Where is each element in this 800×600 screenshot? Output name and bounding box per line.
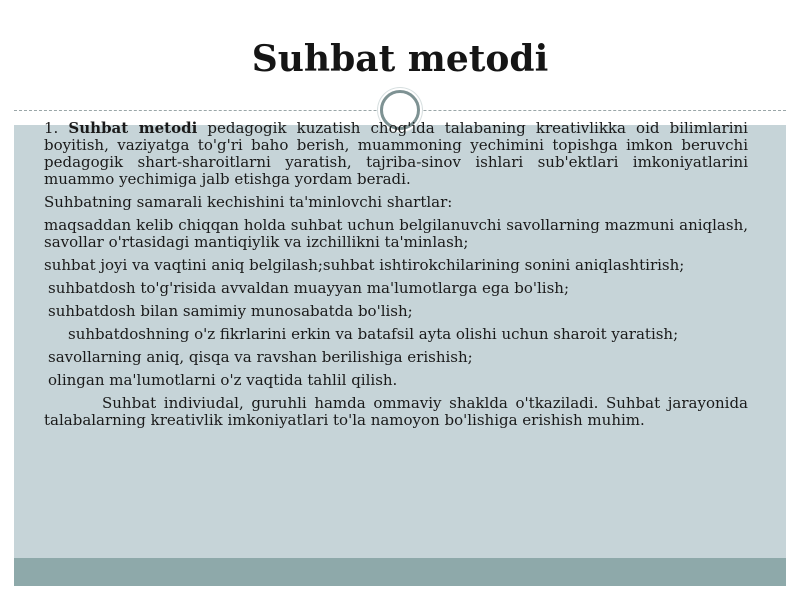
- item-1-paragraph: [44, 120, 748, 188]
- slide-body-text: [44, 120, 748, 435]
- footer-band: [14, 558, 786, 586]
- item-1-term: Suhbat metodi: [68, 119, 198, 137]
- condition-6: savollarning aniq, qisqa va ravshan berilishiga erishish;: [48, 348, 473, 366]
- conditions-heading: Suhbatning samarali kechishini ta'minlovchi shartlar:: [44, 193, 453, 211]
- item-1-number: 1.: [44, 119, 59, 137]
- condition-7: olingan ma'lumotlarni o'z vaqtida tahlil qilish.: [48, 371, 398, 389]
- closing-paragraph: Suhbat indiviudal, guruhli hamda ommaviy shaklda o'tkaziladi. Suhbat jarayonida talabalarning kreativlik imkoniyatlari to'la namoyon bo'lishiga erishish muhim.: [44, 394, 748, 429]
- condition-2: suhbat joyi va vaqtini aniq belgilash;suhbat ishtirokchilarining sonini aniqlashtirish;: [44, 256, 685, 274]
- slide-title: Suhbat metodi: [251, 38, 549, 80]
- condition-1: maqsaddan kelib chiqqan holda suhbat uchun belgilanuvchi savollarning mazmuni aniqlash, savollar o'rtasidagi mantiqiylik va izchillikni ta'minlash;: [44, 216, 748, 251]
- condition-5: suhbatdoshning o'z fikrlarini erkin va batafsil ayta olishi uchun sharoit yaratish;: [68, 325, 679, 343]
- condition-3: suhbatdosh to'g'risida avvaldan muayyan ma'lumotlarga ega bo'lish;: [48, 279, 569, 297]
- item-1-text: pedagogik kuzatish chog'ida talabaning kreativlikka oid bilimlarini boyitish, vaziyatga to'g'ri baho berish, muammoning yechimini topishga imkon beruvchi pedagogik shart-sharoitlarni yaratish, tajriba-sinov ishlari sub'ektlari imkoniyatlarini muammo yechimiga jalb etishga yordam beradi.: [44, 119, 748, 188]
- condition-4: suhbatdosh bilan samimiy munosabatda bo'lish;: [48, 302, 413, 320]
